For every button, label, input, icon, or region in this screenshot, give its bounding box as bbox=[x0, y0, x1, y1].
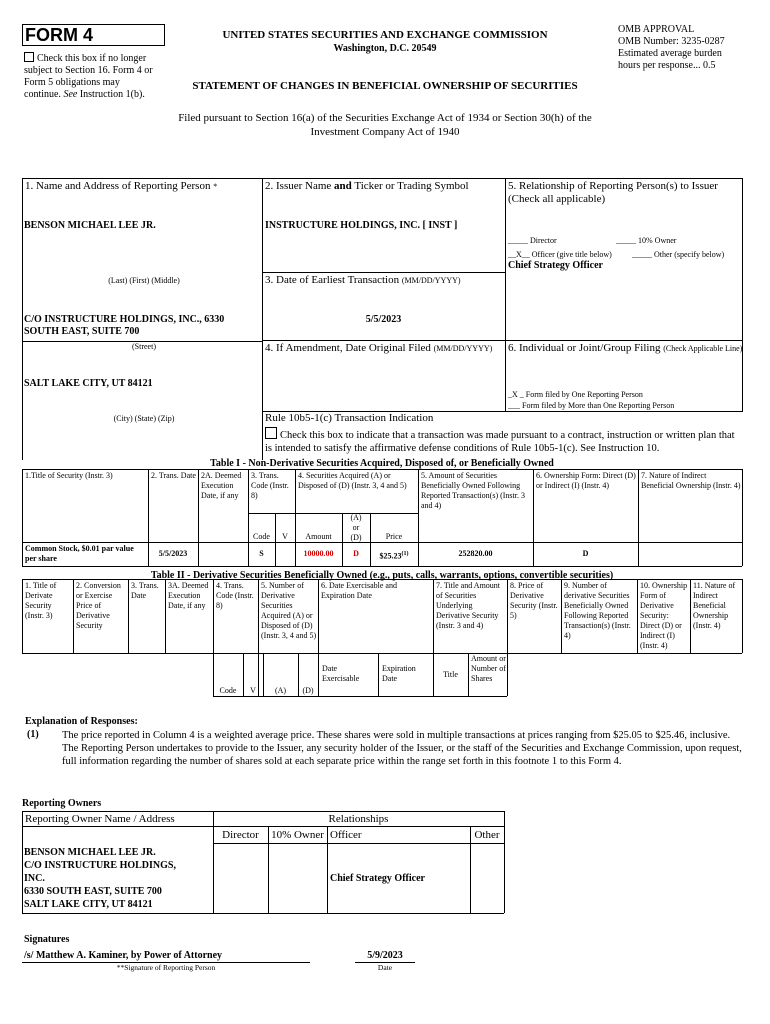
owners-col-director: Director bbox=[222, 829, 259, 841]
table1-sub-v: V bbox=[282, 532, 288, 541]
table1-col-line bbox=[198, 469, 199, 566]
table2-col-title-of-derivative: 1. Title of Derivate Security (Instr. 3) bbox=[25, 581, 57, 620]
omb-number: OMB Number: 3235-0287 bbox=[618, 36, 725, 47]
filed-by-one-person: _X _ Form filed by One Reporting Person bbox=[508, 390, 643, 399]
omb-approval-title: OMB APPROVAL bbox=[618, 24, 695, 35]
table2-col-exercisable-expiration: 6. Date Exercisable and Expiration Date bbox=[321, 581, 397, 600]
table1-col-nature-of-ownership: 7. Nature of Indirect Beneficial Ownership (Instr. 4) bbox=[641, 471, 741, 490]
form-title: FORM 4 bbox=[25, 25, 94, 45]
table1-col-amount-owned: 5. Amount of Securities Beneficially Owned Following Reported Transaction(s) (Instr. 3 and 4) bbox=[421, 471, 525, 510]
table1-col-line bbox=[638, 469, 639, 566]
table2-sub-date-exercisable: Date Exercisable bbox=[322, 664, 360, 683]
box6-label: 6. Individual or Joint/Group Filing (Check Applicable Line) bbox=[508, 342, 743, 354]
table2-col-trans-code: 4. Trans. Code (Instr. 8) bbox=[216, 581, 254, 610]
table1-header-bottom bbox=[22, 542, 742, 543]
statement-title: STATEMENT OF CHANGES IN BENEFICIAL OWNERSHIP OF SECURITIES bbox=[192, 80, 578, 92]
table1-row-security: Common Stock, $0.01 par value per share bbox=[25, 544, 134, 563]
table1-sub-a-or-d: (A) or (D) bbox=[350, 513, 362, 542]
table1-row-code: S bbox=[259, 549, 264, 558]
relationship-other: _____ Other (specify below) bbox=[632, 250, 725, 259]
table1-row-date: 5/5/2023 bbox=[158, 549, 188, 558]
city-caption: (City) (State) (Zip) bbox=[113, 414, 175, 423]
footnote-1-number: (1) bbox=[27, 729, 39, 740]
table2-col-price-of-derivative: 8. Price of Derivative Security (Instr. 5) bbox=[510, 581, 558, 620]
owners-col-relationships: Relationships bbox=[328, 813, 389, 825]
table1-col-ownership-form: 6. Ownership Form: Direct (D) or Indirect (I) (Instr. 4) bbox=[536, 471, 636, 490]
filed-by-more-persons: ___ Form filed by More than One Reporting Person bbox=[508, 401, 675, 410]
box5-label: 5. Relationship of Reporting Person(s) to Issuer (Check all applicable) bbox=[508, 180, 718, 205]
reporting-owners-title: Reporting Owners bbox=[22, 798, 102, 809]
table1-top-border bbox=[22, 469, 742, 470]
table1-border-right bbox=[742, 469, 743, 566]
table1-row-ownership-form: D bbox=[582, 549, 589, 558]
owners-col-line bbox=[213, 811, 214, 913]
table2-border-right bbox=[742, 579, 743, 653]
owners-bottom-border bbox=[22, 913, 504, 914]
filed-pursuant-text: Filed pursuant to Section 16(a) of the Securities Exchange Act of 1934 or Section 30(h) of the Investment Company Act of 1940 bbox=[178, 112, 592, 138]
table2-col-line bbox=[258, 579, 259, 696]
owners-header-line bbox=[22, 826, 504, 827]
relationship-officer: __X__ Officer (give title below) bbox=[508, 250, 612, 259]
table2-col-deemed-date: 3A. Deemed Execution Date, if any bbox=[168, 581, 209, 610]
signature-caption: **Signature of Reporting Person bbox=[116, 963, 216, 972]
table2-sub-title: Title bbox=[443, 670, 458, 679]
rule-10b5-checkbox[interactable] bbox=[265, 427, 277, 439]
owners-col-name-address: Reporting Owner Name / Address bbox=[25, 813, 175, 825]
no-longer-subject-checkbox[interactable] bbox=[24, 52, 34, 62]
table2-col-underlying: 7. Title and Amount of Securities Underlying Derivative Security (Instr. 3 and 4) bbox=[436, 581, 501, 630]
relationship-ten-percent: _____ 10% Owner bbox=[616, 236, 677, 245]
omb-approval bbox=[618, 24, 768, 72]
table1-sub-amount: Amount bbox=[305, 532, 332, 541]
table1-col-trans-date: 2. Trans. Date bbox=[151, 471, 196, 480]
owners-border-left bbox=[22, 811, 23, 913]
table2-col-nature-of-ownership: 11. Nature of Indirect Beneficial Ownership (Instr. 4) bbox=[693, 581, 736, 630]
table1-title: Table I - Non-Derivative Securities Acquired, Disposed of, or Beneficially Owned bbox=[210, 458, 554, 469]
top-grid-divider-2 bbox=[505, 178, 506, 412]
box1-label: 1. Name and Address of Reporting Person * bbox=[25, 180, 218, 192]
table1-bottom-border bbox=[22, 566, 742, 567]
table2-sub-expiration-date: Expiration Date bbox=[382, 664, 416, 683]
agency-location: Washington, D.C. 20549 bbox=[333, 43, 437, 54]
table2-col-conversion-price: 2. Conversion or Exercise Price of Derivative Security bbox=[76, 581, 121, 630]
officer-title: Chief Strategy Officer bbox=[508, 260, 603, 271]
table1-col-trans-code: 3. Trans. Code (Instr. 8) bbox=[251, 471, 289, 500]
table1-row-amount-owned: 252820.00 bbox=[458, 549, 493, 558]
table2-col-line bbox=[128, 579, 129, 653]
table2-border-left bbox=[22, 579, 23, 653]
table1-col-deemed-date: 2A. Deemed Execution Date, if any bbox=[201, 471, 242, 500]
table2-col-trans-date: 3. Trans. Date bbox=[131, 581, 159, 600]
table2-header-bottom bbox=[22, 653, 742, 654]
signatures-title: Signatures bbox=[24, 934, 70, 945]
explanation-title: Explanation of Responses: bbox=[25, 716, 138, 727]
table2-col-line bbox=[213, 579, 214, 696]
agency-name: UNITED STATES SECURITIES AND EXCHANGE COMMISSION bbox=[222, 29, 548, 41]
omb-burden: Estimated average burden bbox=[618, 48, 722, 59]
table2-col-line bbox=[73, 579, 74, 653]
table1-col-title-of-security: 1.Title of Security (Instr. 3) bbox=[25, 471, 113, 480]
owners-col-other: Other bbox=[474, 829, 500, 841]
table2-sub-acquired: (A) bbox=[274, 686, 287, 695]
table1-row-price: $25.23$^{(1)}$ bbox=[379, 551, 409, 561]
owners-col-line bbox=[327, 826, 328, 913]
rule-10b5-title: Rule 10b5-1(c) Transaction Indication bbox=[265, 412, 434, 424]
top-grid-line-box3 bbox=[262, 272, 505, 273]
footnote-1-text: The price reported in Column 4 is a weighted average price. These shares were sold in multiple transactions at prices ranging from $25.05 to $25.46, inclusive. The Reporting Person undertakes to provide to the Issuer, any security holder of the Issuer, or the staff of the Securities and Exchange Commission, upon request, full information regarding the number of shares sold at each separate price within the range set forth in this footnote 1 to this Form 4. bbox=[62, 730, 742, 767]
omb-hours: hours per response... 0.5 bbox=[618, 60, 716, 71]
owners-border-right bbox=[504, 811, 505, 913]
earliest-transaction-date: 5/5/2023 bbox=[365, 314, 402, 325]
table2-title: Table II - Derivative Securities Beneficially Owned (e.g., puts, calls, warrants, options, convertible securities) bbox=[150, 570, 614, 581]
table1-col-securities-acquired: 4. Securities Acquired (A) or Disposed of (D) (Instr. 3, 4 and 5) bbox=[298, 471, 407, 490]
table1-row-acquired-disposed: D bbox=[353, 549, 359, 558]
reporting-person-street: C/O INSTRUCTURE HOLDINGS, INC., 6330 SOUTH EAST, SUITE 700 bbox=[24, 314, 225, 337]
table1-subheader-line bbox=[248, 513, 418, 514]
table2-sub-col-line bbox=[468, 653, 469, 696]
table2-col-line bbox=[165, 579, 166, 653]
table2-col-number-owned: 9. Number of derivative Securities Beneficially Owned Following Reported Transaction(s) (Instr. 4) bbox=[564, 581, 631, 640]
table2-col-ownership-form: 10. Ownership Form of Derivative Security: Direct (D) or Indirect (I) (Instr. 4) bbox=[640, 581, 688, 650]
top-grid-line-box4 bbox=[262, 340, 742, 341]
table2-col-line bbox=[318, 579, 319, 696]
table2-sub-disposed: (D) bbox=[302, 686, 314, 695]
owners-col-ten-percent: 10% Owner bbox=[271, 829, 324, 841]
signature-date: 5/9/2023 bbox=[367, 950, 403, 961]
table2-sub-amount-shares: Amount or Number of Shares bbox=[471, 654, 506, 683]
reporting-person-city: SALT LAKE CITY, UT 84121 bbox=[24, 378, 153, 389]
table1-sub-price: Price bbox=[385, 532, 403, 541]
no-longer-subject-note: Check this box if no longer subject to Section 16. Form 4 or Form 5 obligations may continue. See Instruction 1(b). bbox=[24, 53, 153, 100]
issuer-name: INSTRUCTURE HOLDINGS, INC. [ INST ] bbox=[265, 220, 458, 231]
table2-top-border bbox=[22, 579, 742, 580]
table2-sub-code: Code bbox=[219, 686, 237, 695]
owners-top-border bbox=[22, 811, 504, 812]
top-grid-border bbox=[22, 178, 742, 179]
date-caption: Date bbox=[377, 963, 393, 972]
reporting-person-name: BENSON MICHAEL LEE JR. bbox=[24, 220, 156, 231]
top-grid-border-right bbox=[742, 178, 743, 412]
table2-subheader-bottom bbox=[213, 696, 507, 697]
table2-col-line bbox=[561, 579, 562, 653]
top-grid-border-left bbox=[22, 178, 23, 460]
table1-row-amount: 10000.00 bbox=[303, 549, 334, 558]
box2-label: 2. Issuer Name and Ticker or Trading Symbol bbox=[265, 180, 469, 192]
owner-name-address: BENSON MICHAEL LEE JR. C/O INSTRUCTURE HOLDINGS, INC. 6330 SOUTH EAST, SUITE 700 SALT LAKE CITY, UT 84121 bbox=[24, 847, 176, 910]
name-caption: (Last) (First) (Middle) bbox=[108, 276, 180, 285]
table2-sub-v: V bbox=[250, 686, 256, 695]
owners-subheader-line bbox=[213, 843, 504, 844]
table1-sub-code: Code bbox=[253, 532, 270, 541]
owner-officer-title: Chief Strategy Officer bbox=[330, 873, 425, 884]
table2-sub-col-line bbox=[378, 653, 379, 696]
relationship-director: _____ Director bbox=[508, 236, 557, 245]
box3-label: 3. Date of Earliest Transaction (MM/DD/YYYY) bbox=[265, 274, 461, 286]
price-footnote-ref: (1) bbox=[401, 551, 409, 557]
table2-col-line bbox=[690, 579, 691, 653]
box4-label: 4. If Amendment, Date Original Filed (MM/DD/YYYY) bbox=[265, 342, 493, 354]
street-caption: (Street) bbox=[132, 342, 156, 351]
rule-10b5-text: Check this box to indicate that a transaction was made pursuant to a contract, instruction or written plan that is intended to satisfy the affirmative defense conditions of Rule 10b5-1(c). See Instruction 10. bbox=[265, 427, 743, 455]
table1-border-left bbox=[22, 469, 23, 566]
signer-name: /s/ Matthew A. Kaminer, by Power of Attorney bbox=[24, 950, 223, 961]
table2-col-number-of-derivatives: 5. Number of Derivative Securities Acquired (A) or Disposed of (D) (Instr. 3, 4 and 5) bbox=[261, 581, 317, 640]
owners-col-officer: Officer bbox=[330, 829, 362, 841]
